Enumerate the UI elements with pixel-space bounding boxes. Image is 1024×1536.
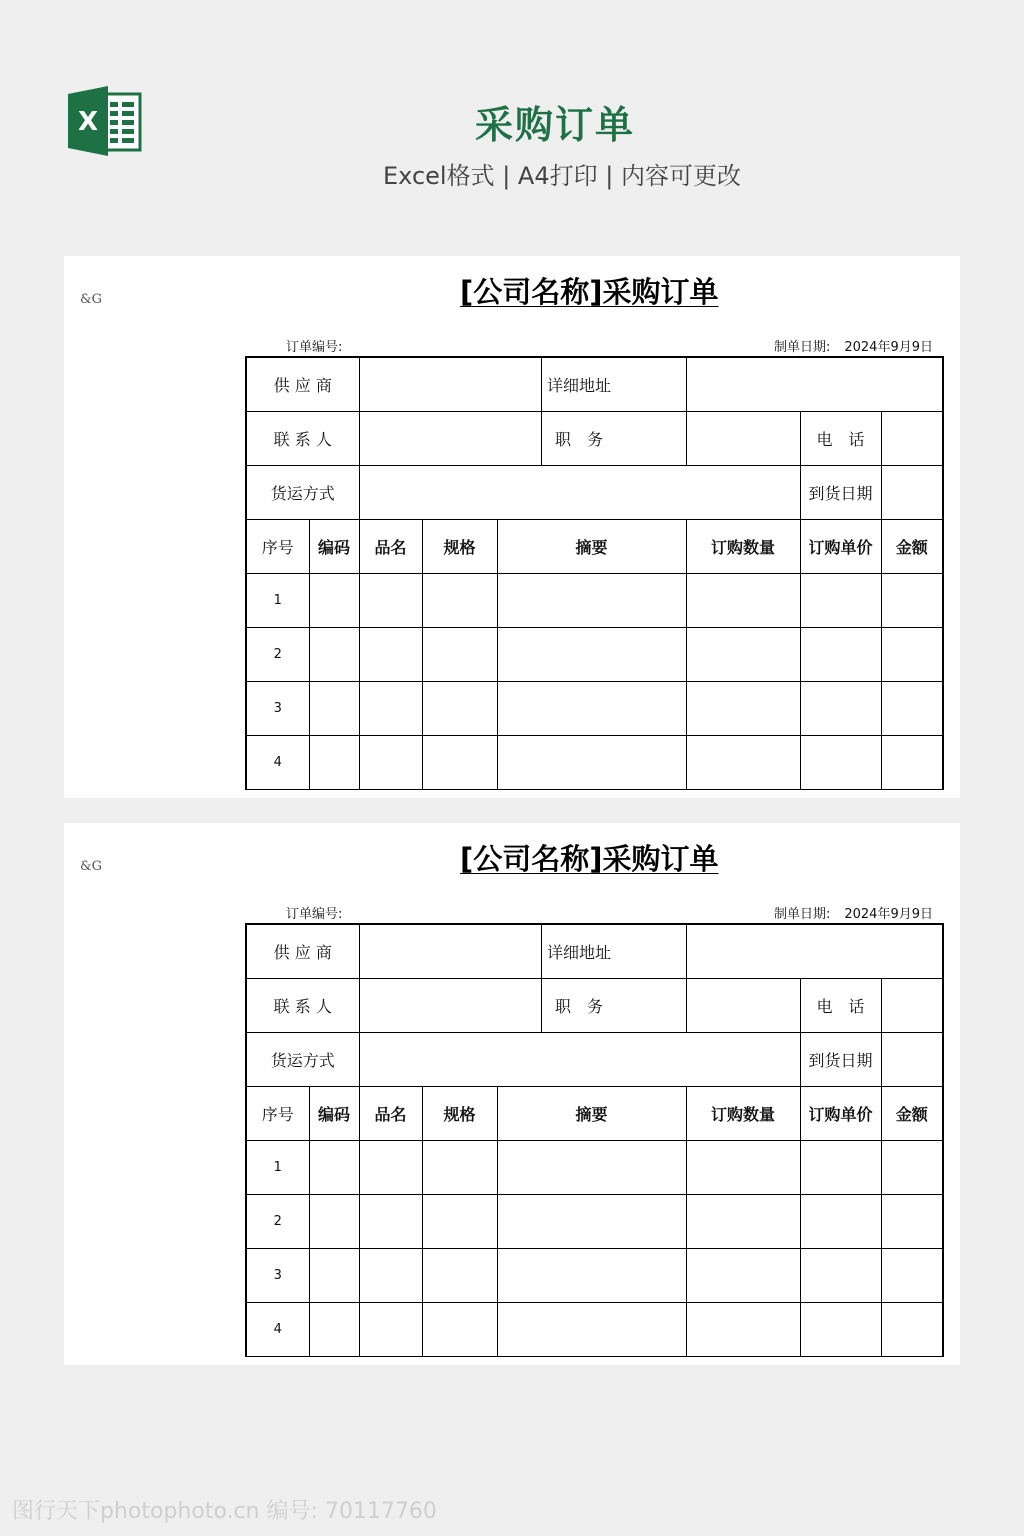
table-cell[interactable] bbox=[800, 736, 881, 790]
order-date bbox=[774, 336, 933, 355]
supplier-row bbox=[246, 924, 943, 979]
shipping-label: 货运方式 bbox=[246, 1033, 359, 1087]
table-cell[interactable] bbox=[800, 682, 881, 736]
col-header-code: 编码 bbox=[309, 520, 359, 574]
table-cell[interactable] bbox=[422, 574, 497, 628]
table-cell[interactable] bbox=[497, 574, 686, 628]
order-date-value: 2024年9月9日 bbox=[844, 907, 933, 922]
col-header-name: 品名 bbox=[359, 1087, 422, 1141]
address-value[interactable] bbox=[686, 357, 943, 412]
table-row bbox=[246, 1195, 943, 1249]
table-cell[interactable] bbox=[686, 1141, 800, 1195]
col-header-index: 序号 bbox=[246, 1087, 309, 1141]
row-number: 2 bbox=[246, 1195, 309, 1249]
col-header-amount: 金额 bbox=[881, 520, 943, 574]
row-number: 2 bbox=[246, 628, 309, 682]
table-cell[interactable] bbox=[881, 736, 943, 790]
table-cell[interactable] bbox=[359, 628, 422, 682]
table-cell[interactable] bbox=[309, 628, 359, 682]
table-row bbox=[246, 736, 943, 790]
table-cell[interactable] bbox=[422, 1195, 497, 1249]
table-cell[interactable] bbox=[359, 1303, 422, 1357]
column-header-row bbox=[246, 1087, 943, 1141]
table-cell[interactable] bbox=[686, 1249, 800, 1303]
table-cell[interactable] bbox=[686, 736, 800, 790]
table-cell[interactable] bbox=[686, 1303, 800, 1357]
table-cell[interactable] bbox=[422, 628, 497, 682]
row-number: 1 bbox=[246, 574, 309, 628]
table-cell[interactable] bbox=[359, 574, 422, 628]
order-date bbox=[774, 903, 933, 922]
table-cell[interactable] bbox=[497, 628, 686, 682]
contact-value-area bbox=[359, 412, 686, 466]
col-header-index: 序号 bbox=[246, 520, 309, 574]
table-row bbox=[246, 682, 943, 736]
arrival-label: 到货日期 bbox=[800, 466, 881, 520]
row-number: 1 bbox=[246, 1141, 309, 1195]
col-header-quantity: 订购数量 bbox=[686, 520, 800, 574]
position-area bbox=[686, 979, 800, 1033]
table-cell[interactable] bbox=[422, 1249, 497, 1303]
table-cell[interactable] bbox=[309, 1303, 359, 1357]
table-cell[interactable] bbox=[800, 1303, 881, 1357]
table-cell[interactable] bbox=[497, 1249, 686, 1303]
table-cell[interactable] bbox=[881, 628, 943, 682]
table-cell[interactable] bbox=[309, 1195, 359, 1249]
supplier-value-area bbox=[359, 357, 686, 412]
purchase-order-table bbox=[245, 356, 944, 790]
col-header-spec: 规格 bbox=[422, 520, 497, 574]
table-cell[interactable] bbox=[686, 574, 800, 628]
supplier-label: 供 应 商 bbox=[246, 357, 359, 412]
table-row bbox=[246, 628, 943, 682]
table-cell[interactable] bbox=[422, 682, 497, 736]
position-area bbox=[686, 412, 800, 466]
table-cell[interactable] bbox=[309, 1249, 359, 1303]
table-row bbox=[246, 1141, 943, 1195]
contact-label: 联 系 人 bbox=[246, 412, 359, 466]
table-cell[interactable] bbox=[359, 1249, 422, 1303]
position-label: 职 务 bbox=[541, 412, 617, 465]
row-number: 4 bbox=[246, 1303, 309, 1357]
row-number: 4 bbox=[246, 736, 309, 790]
arrival-value[interactable] bbox=[881, 466, 943, 520]
table-cell[interactable] bbox=[497, 1195, 686, 1249]
shipping-row bbox=[246, 1033, 943, 1087]
contact-row bbox=[246, 979, 943, 1033]
order-date-label: 制单日期: bbox=[773, 340, 831, 355]
contact-value[interactable] bbox=[360, 412, 541, 465]
col-header-unit-price: 订购单价 bbox=[800, 520, 881, 574]
table-cell[interactable] bbox=[881, 574, 943, 628]
table-cell[interactable] bbox=[309, 574, 359, 628]
supplier-label: 供 应 商 bbox=[246, 924, 359, 979]
table-cell[interactable] bbox=[497, 736, 686, 790]
column-header-row bbox=[246, 520, 943, 574]
arrival-label: 到货日期 bbox=[800, 1033, 881, 1087]
order-date-value: 2024年9月9日 bbox=[844, 340, 933, 355]
order-no-label: 订单编号: bbox=[286, 907, 343, 922]
col-header-unit-price: 订购单价 bbox=[800, 1087, 881, 1141]
address-label: 详细地址 bbox=[541, 925, 617, 978]
sheet-header-code: &G bbox=[80, 859, 102, 874]
table-cell[interactable] bbox=[686, 1195, 800, 1249]
col-header-code: 编码 bbox=[309, 1087, 359, 1141]
table-cell[interactable] bbox=[881, 1195, 943, 1249]
banner-subtitle: Excel格式 | A4打印 | 内容可更改 bbox=[383, 162, 741, 190]
table-cell[interactable] bbox=[686, 682, 800, 736]
col-header-summary: 摘要 bbox=[497, 1087, 686, 1141]
banner-title: 采购订单 bbox=[474, 103, 635, 147]
sheet-header-code: &G bbox=[80, 292, 102, 307]
table-cell[interactable] bbox=[497, 1303, 686, 1357]
table-cell[interactable] bbox=[497, 682, 686, 736]
col-header-quantity: 订购数量 bbox=[686, 1087, 800, 1141]
table-cell[interactable] bbox=[800, 1141, 881, 1195]
table-row bbox=[246, 1303, 943, 1357]
table-cell[interactable] bbox=[309, 682, 359, 736]
col-header-spec: 规格 bbox=[422, 1087, 497, 1141]
supplier-value[interactable] bbox=[360, 925, 541, 978]
position-value[interactable] bbox=[687, 979, 779, 1032]
table-cell[interactable] bbox=[359, 1195, 422, 1249]
shipping-value[interactable] bbox=[359, 466, 800, 520]
table-cell[interactable] bbox=[422, 736, 497, 790]
arrival-value[interactable] bbox=[881, 1033, 943, 1087]
table-cell[interactable] bbox=[881, 682, 943, 736]
sheet-preview-1 bbox=[64, 256, 960, 798]
contact-row bbox=[246, 412, 943, 466]
address-label: 详细地址 bbox=[541, 358, 617, 411]
contact-value[interactable] bbox=[360, 979, 541, 1032]
position-label: 职 务 bbox=[541, 979, 617, 1032]
purchase-order-table bbox=[245, 923, 944, 1357]
sheet-title: [公司名称]采购订单 bbox=[460, 842, 719, 876]
supplier-value-area bbox=[359, 924, 686, 979]
table-cell[interactable] bbox=[422, 1303, 497, 1357]
table-cell[interactable] bbox=[422, 1141, 497, 1195]
table-cell[interactable] bbox=[800, 1195, 881, 1249]
col-header-summary: 摘要 bbox=[497, 520, 686, 574]
supplier-row bbox=[246, 357, 943, 412]
shipping-row bbox=[246, 466, 943, 520]
table-cell[interactable] bbox=[881, 1303, 943, 1357]
phone-label: 电 话 bbox=[800, 979, 881, 1033]
order-no-label: 订单编号: bbox=[286, 340, 343, 355]
table-cell[interactable] bbox=[881, 1249, 943, 1303]
table-cell[interactable] bbox=[359, 1141, 422, 1195]
row-number: 3 bbox=[246, 682, 309, 736]
phone-label: 电 话 bbox=[800, 412, 881, 466]
table-cell[interactable] bbox=[800, 1249, 881, 1303]
sheet-title: [公司名称]采购订单 bbox=[460, 275, 719, 309]
contact-value-area bbox=[359, 979, 686, 1033]
col-header-name: 品名 bbox=[359, 520, 422, 574]
table-row bbox=[246, 1249, 943, 1303]
table-cell[interactable] bbox=[497, 1141, 686, 1195]
table-cell[interactable] bbox=[359, 736, 422, 790]
excel-logo-letter: X bbox=[77, 107, 99, 137]
table-cell[interactable] bbox=[309, 1141, 359, 1195]
table-cell[interactable] bbox=[359, 682, 422, 736]
sheet-preview-2 bbox=[64, 823, 960, 1365]
shipping-label: 货运方式 bbox=[246, 466, 359, 520]
table-cell[interactable] bbox=[309, 736, 359, 790]
watermark-text: 图行天下photophoto.cn 编号: 70117760 bbox=[12, 1499, 437, 1524]
table-cell[interactable] bbox=[800, 574, 881, 628]
table-cell[interactable] bbox=[800, 628, 881, 682]
phone-value[interactable] bbox=[881, 979, 943, 1033]
table-row bbox=[246, 574, 943, 628]
order-date-label: 制单日期: bbox=[773, 907, 831, 922]
supplier-value[interactable] bbox=[360, 358, 541, 411]
position-value[interactable] bbox=[687, 412, 779, 465]
shipping-value[interactable] bbox=[359, 1033, 800, 1087]
table-cell[interactable] bbox=[881, 1141, 943, 1195]
table-cell[interactable] bbox=[686, 628, 800, 682]
row-number: 3 bbox=[246, 1249, 309, 1303]
phone-value[interactable] bbox=[881, 412, 943, 466]
address-value[interactable] bbox=[686, 924, 943, 979]
col-header-amount: 金额 bbox=[881, 1087, 943, 1141]
contact-label: 联 系 人 bbox=[246, 979, 359, 1033]
